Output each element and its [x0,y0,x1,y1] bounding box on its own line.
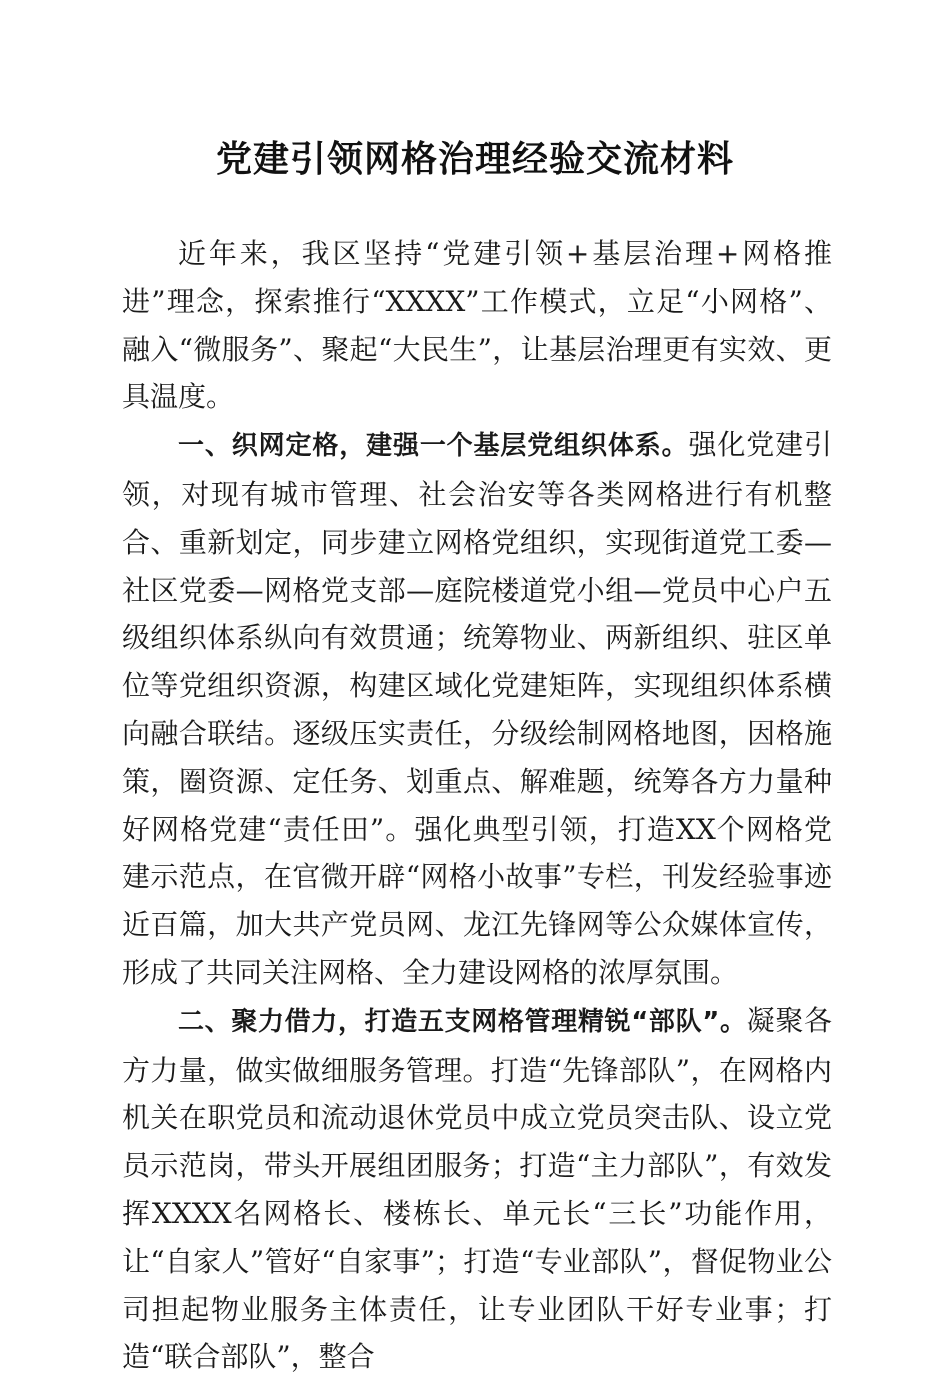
paragraph-section-1 [122,421,832,997]
paragraph-text: 强化党建引领，对现有城市管理、社会治安等各类网格进行有机整合、重新划定，同步建立网格党组织，实现街道党工委—社区党委—网格党支部—庭院楼道党小组—党员中心户五级组织体系纵向有效贯通；统筹物业、两新组织、驻区单位等党组织资源，构建区域化党建矩阵，实现组织体系横向融合联结。逐级压实责任，分级绘制网格地图，因格施策，圈资源、定任务、划重点、解难题，统筹各方力量种好网格党建“责任田”。强化典型引领，打造XX个网格党建示范点，在官微开辟“网格小故事”专栏，刊发经验事迹近百篇，加大共产党员网、龙江先锋网等公众媒体宣传，形成了共同关注网格、全力建设网格的浓厚氛围。 [122,428,832,989]
paragraph-intro [122,230,832,421]
paragraph-section-2 [122,997,832,1381]
paragraph-text: 近年来，我区坚持“党建引领+基层治理+网格推进”理念，探索推行“XXXX”工作模式，立足“小网格”、融入“微服务”、聚起“大民生”，让基层治理更有实效、更具温度。 [122,237,832,414]
document-title: 党建引领网格治理经验交流材料 [215,139,734,180]
section-heading: 二、聚力借力，打造五支网格管理精锐“部队”。 [178,1006,747,1037]
paragraph-text: 凝聚各方力量，做实做细服务管理。打造“先锋部队”，在网格内机关在职党员和流动退休党员中成立党员突击队、设立党员示范岗，带头开展组团服务；打造“主力部队”，有效发挥XXXX名网格长、楼栋长、单元长“三长”功能作用，让“自家人”管好“自家事”；打造“专业部队”，督促物业公司担起物业服务主体责任，让专业团队干好专业事；打造“联合部队”，整合 [122,1003,832,1374]
document-body [122,230,832,1381]
section-heading: 一、织网定格，建强一个基层党组织体系。 [178,431,689,462]
